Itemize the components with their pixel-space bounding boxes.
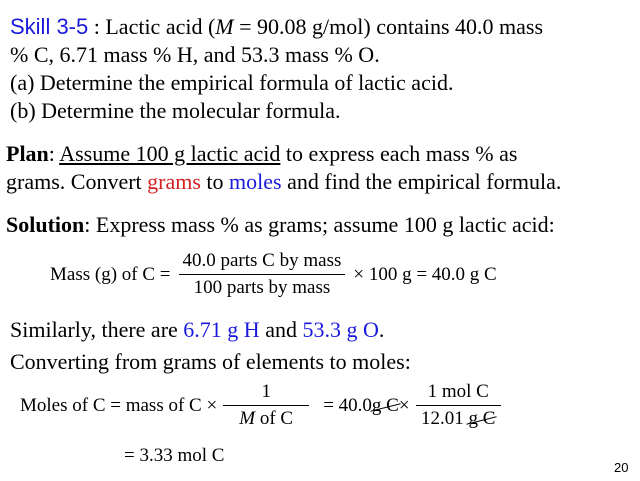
cancelled-grams-1: g C bbox=[371, 394, 399, 416]
part-b: (b) Determine the molecular formula. bbox=[10, 98, 341, 123]
plan-assumption: Assume 100 g lactic acid bbox=[59, 141, 281, 166]
plan-line2: grams. Convert grams to moles and find the empirical formula. bbox=[6, 169, 562, 194]
moles-equation: Moles of C = mass of C × $\frac{1}{\text{M of C}}$ = 40.0 g C × $\frac{\text{1 mol C}}{\text{12.01 g C}}$ bbox=[20, 381, 501, 430]
mass-equation bbox=[50, 250, 497, 299]
mass-lhs: Mass (g) of C = bbox=[50, 263, 171, 285]
cancelled-grams-2: g C bbox=[468, 408, 496, 429]
part-a: (a) Determine the empirical formula of lactic acid. bbox=[10, 70, 454, 95]
skill-label: Skill 3-5 bbox=[10, 14, 89, 39]
moles-lhs: Moles of C = mass of C × bbox=[20, 394, 218, 416]
mass-fraction bbox=[179, 250, 346, 299]
solution-line bbox=[6, 212, 555, 238]
moles-result: = 3.33 mol C bbox=[124, 445, 225, 466]
mass-rhs: × 100 g = 40.0 g C bbox=[353, 263, 497, 285]
mass-fraction-numerator: 40.0 parts C by mass bbox=[179, 250, 346, 275]
problem-statement-line2: % C, 6.71 mass % H, and 53.3 mass % O. bbox=[10, 42, 380, 67]
mass-fraction-denominator: 100 parts by mass bbox=[193, 277, 331, 298]
converting-line: Converting from grams of elements to moles: bbox=[10, 349, 411, 374]
page-number: 20 bbox=[614, 460, 629, 475]
similarly-line: Similarly, there are 6.71 g H and 53.3 g O. bbox=[10, 317, 385, 342]
moles-word: moles bbox=[229, 169, 282, 194]
hydrogen-mass: 6.71 g H bbox=[183, 317, 260, 342]
solution-label: Solution bbox=[6, 212, 85, 237]
plan-line1: Plan: Assume 100 g lactic acid to express each mass % as bbox=[6, 141, 518, 166]
problem-statement-line1 bbox=[10, 14, 543, 40]
intro-pre: : Lactic acid ( bbox=[88, 14, 216, 39]
molar-mass-fraction: $\frac{\text{1 mol C}}{\text{12.01 g C}}$ bbox=[416, 381, 501, 430]
inverse-molar-mass-fraction: $\frac{1}{\text{M of C}}$ bbox=[223, 381, 309, 430]
molar-mass-symbol: M bbox=[215, 14, 234, 39]
plan-label: Plan bbox=[6, 141, 49, 166]
solution-text: : Express mass % as grams; assume 100 g lactic acid: bbox=[84, 212, 555, 237]
oxygen-mass: 53.3 g O bbox=[302, 317, 379, 342]
grams-word: grams bbox=[147, 169, 201, 194]
intro-post: = 90.08 g/mol) contains 40.0 mass bbox=[233, 14, 544, 39]
